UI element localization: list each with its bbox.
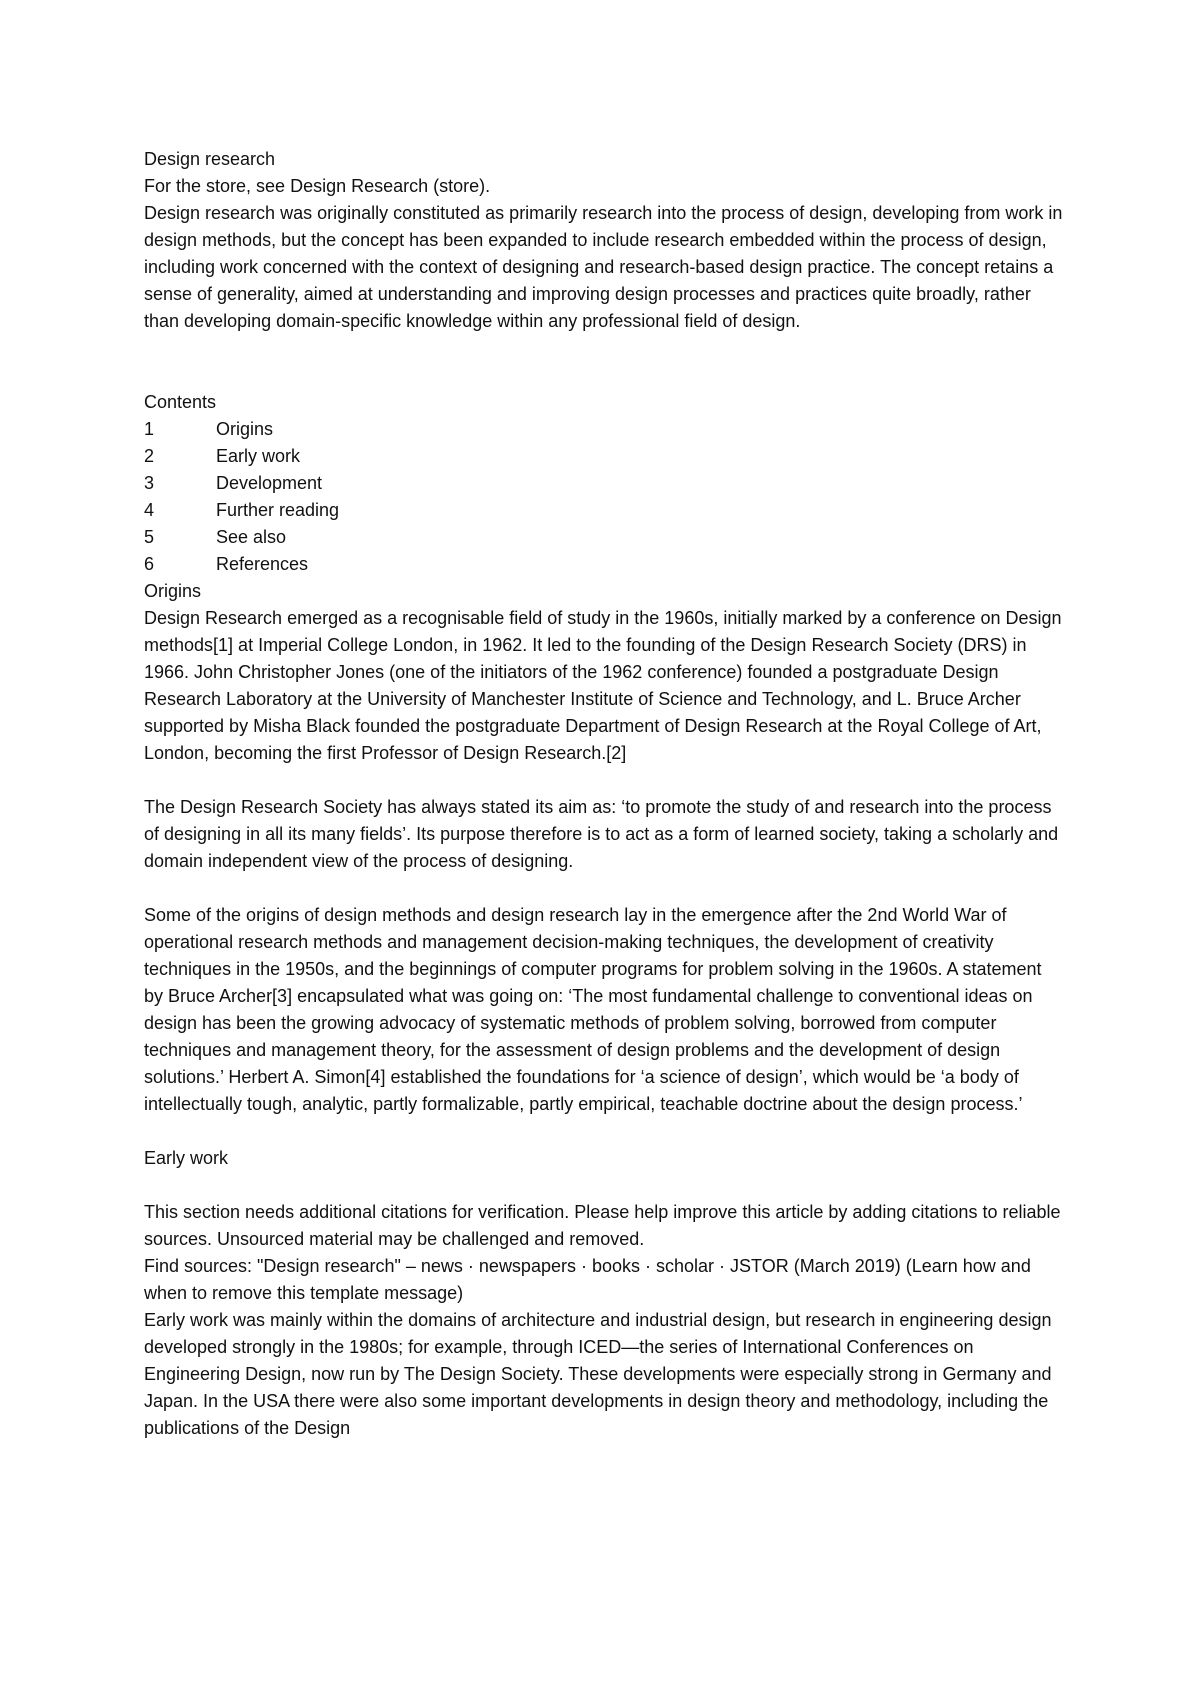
origins-paragraph-1: Design Research emerged as a recognisable field of study in the 1960s, initially marked by a conference on Design methods[1] at Imperial College London, in 1962. It led to the founding of the Design Research Society (DRS) in 1966. John Christopher Jones (one of the initiators of the 1962 conference) founded a postgraduate Design Research Laboratory at the University of Manchester Institute of Science and Technology, and L. Bruce Archer supported by Misha Black founded the postgraduate Department of Design Research at the Royal College of Art, London, becoming the first Professor of Design Research.[2] bbox=[144, 608, 1062, 763]
contents-item-early-work bbox=[144, 443, 1064, 470]
document-page bbox=[144, 146, 1064, 1442]
citation-notice: This section needs additional citations for verification. Please help improve this article by adding citations to reliable sources. Unsourced material may be challenged and removed. bbox=[144, 1202, 1061, 1249]
contents-item-number: 2 bbox=[144, 446, 155, 466]
contents-heading: Contents bbox=[144, 392, 217, 412]
contents-item-label: Early work bbox=[216, 446, 301, 466]
contents-item-number: 1 bbox=[144, 419, 155, 439]
contents-item-label: Development bbox=[216, 473, 323, 493]
contents-list bbox=[144, 416, 1064, 578]
contents-item-see-also bbox=[144, 524, 1064, 551]
contents-item-label: See also bbox=[216, 527, 287, 547]
contents-item-number: 5 bbox=[144, 527, 155, 547]
contents-item-origins bbox=[144, 416, 1064, 443]
origins-paragraph-3: Some of the origins of design methods and design research lay in the emergence after the 2nd World War of operational research methods and management decision-making techniques, the development of creativity techniques in the 1950s, and the beginnings of computer programs for problem solving in the 1960s. A statement by Bruce Archer[3] encapsulated what was going on: ‘The most fundamental challenge to conventional ideas on design has been the growing advocacy of systematic methods of problem solving, borrowed from computer techniques and management theory, for the assessment of design problems and the development of design solutions.’ Herbert A. Simon[4] established the foundations for ‘a science of design’, which would be ‘a body of intellectually tough, analytic, partly formalizable, partly empirical, teachable doctrine about the design process.’ bbox=[144, 905, 1042, 1114]
early-work-heading: Early work bbox=[144, 1148, 229, 1168]
contents-item-references bbox=[144, 551, 1064, 578]
contents-item-label: Further reading bbox=[216, 500, 340, 520]
hatnote: For the store, see Design Research (store). bbox=[144, 176, 491, 196]
contents-item-further-reading bbox=[144, 497, 1064, 524]
origins-paragraph-2: The Design Research Society has always stated its aim as: ‘to promote the study of and research into the process of designing in all its many fields’. Its purpose therefore is to act as a form of learned society, taking a scholarly and domain independent view of the process of designing. bbox=[144, 797, 1059, 871]
contents-item-development bbox=[144, 470, 1064, 497]
contents-item-label: Origins bbox=[216, 419, 274, 439]
origins-heading: Origins bbox=[144, 581, 202, 601]
contents-item-number: 6 bbox=[144, 554, 155, 574]
contents-item-number: 3 bbox=[144, 473, 155, 493]
intro-paragraph: Design research was originally constituted as primarily research into the process of design, developing from work in design methods, but the concept has been expanded to include research embedded within the process of design, including work concerned with the context of designing and research-based design practice. The concept retains a sense of generality, aimed at understanding and improving design processes and practices quite broadly, rather than developing domain-specific knowledge within any professional field of design. bbox=[144, 203, 1063, 331]
early-work-paragraph: Early work was mainly within the domains of architecture and industrial design, but research in engineering design developed strongly in the 1980s; for example, through ICED—the series of International Conferences on Engineering Design, now run by The Design Society. These developments were especially strong in Germany and Japan. In the USA there were also some important developments in design theory and methodology, including the publications of the Design bbox=[144, 1310, 1052, 1438]
contents-item-number: 4 bbox=[144, 500, 155, 520]
article-title: Design research bbox=[144, 149, 276, 169]
find-sources-line: Find sources: "Design research" – news · newspapers · books · scholar · JSTOR (March 2019) (Learn how and when to remove this template message) bbox=[144, 1256, 1031, 1303]
contents-item-label: References bbox=[216, 554, 309, 574]
